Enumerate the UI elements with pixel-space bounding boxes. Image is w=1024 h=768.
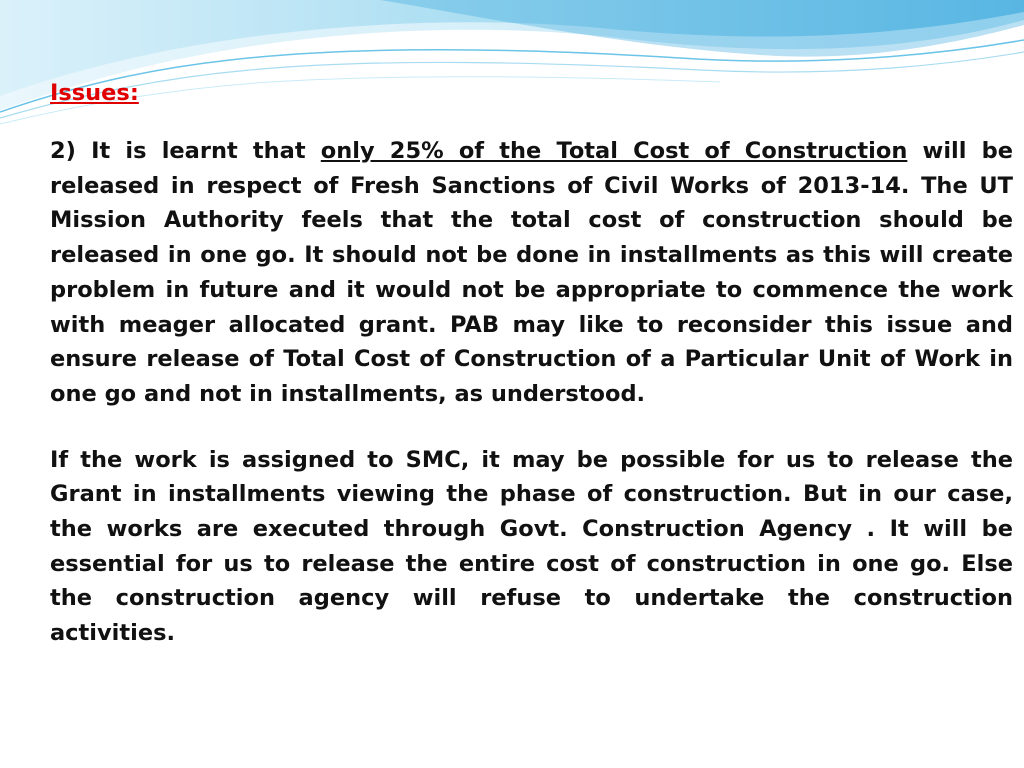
paragraph-1-end: will be released in respect of Fresh Sanctions of Civil Works of 2013-14. The UT Mission Authority feels that the total cost of construction should be released in one go. It should not be done in installments as this will create problem in future and it would not be appropriate to commence the work with meager allocated grant. PAB may like to reconsider this issue and ensure release of Total Cost of Construction of a Particular Unit of Work in one go and not in installments, as understood.	[50, 138, 1013, 407]
paragraph-2: If the work is assigned to SMC, it may be possible for us to release the Grant in installments viewing the phase of construction. But in our case, the works are executed through Govt. Construction Agency . It will be essential for us to release the entire cost of construction in one go. Else the construction agency will refuse to undertake the construction activities.	[50, 446, 1013, 647]
paragraph-1	[50, 134, 1013, 412]
slide-content	[50, 78, 1013, 651]
issues-heading: Issues:	[50, 80, 139, 106]
paragraph-1-start: 2) It is learnt that	[50, 138, 321, 164]
paragraph-1-underlined: only 25% of the Total Cost of Construction	[320, 138, 908, 164]
